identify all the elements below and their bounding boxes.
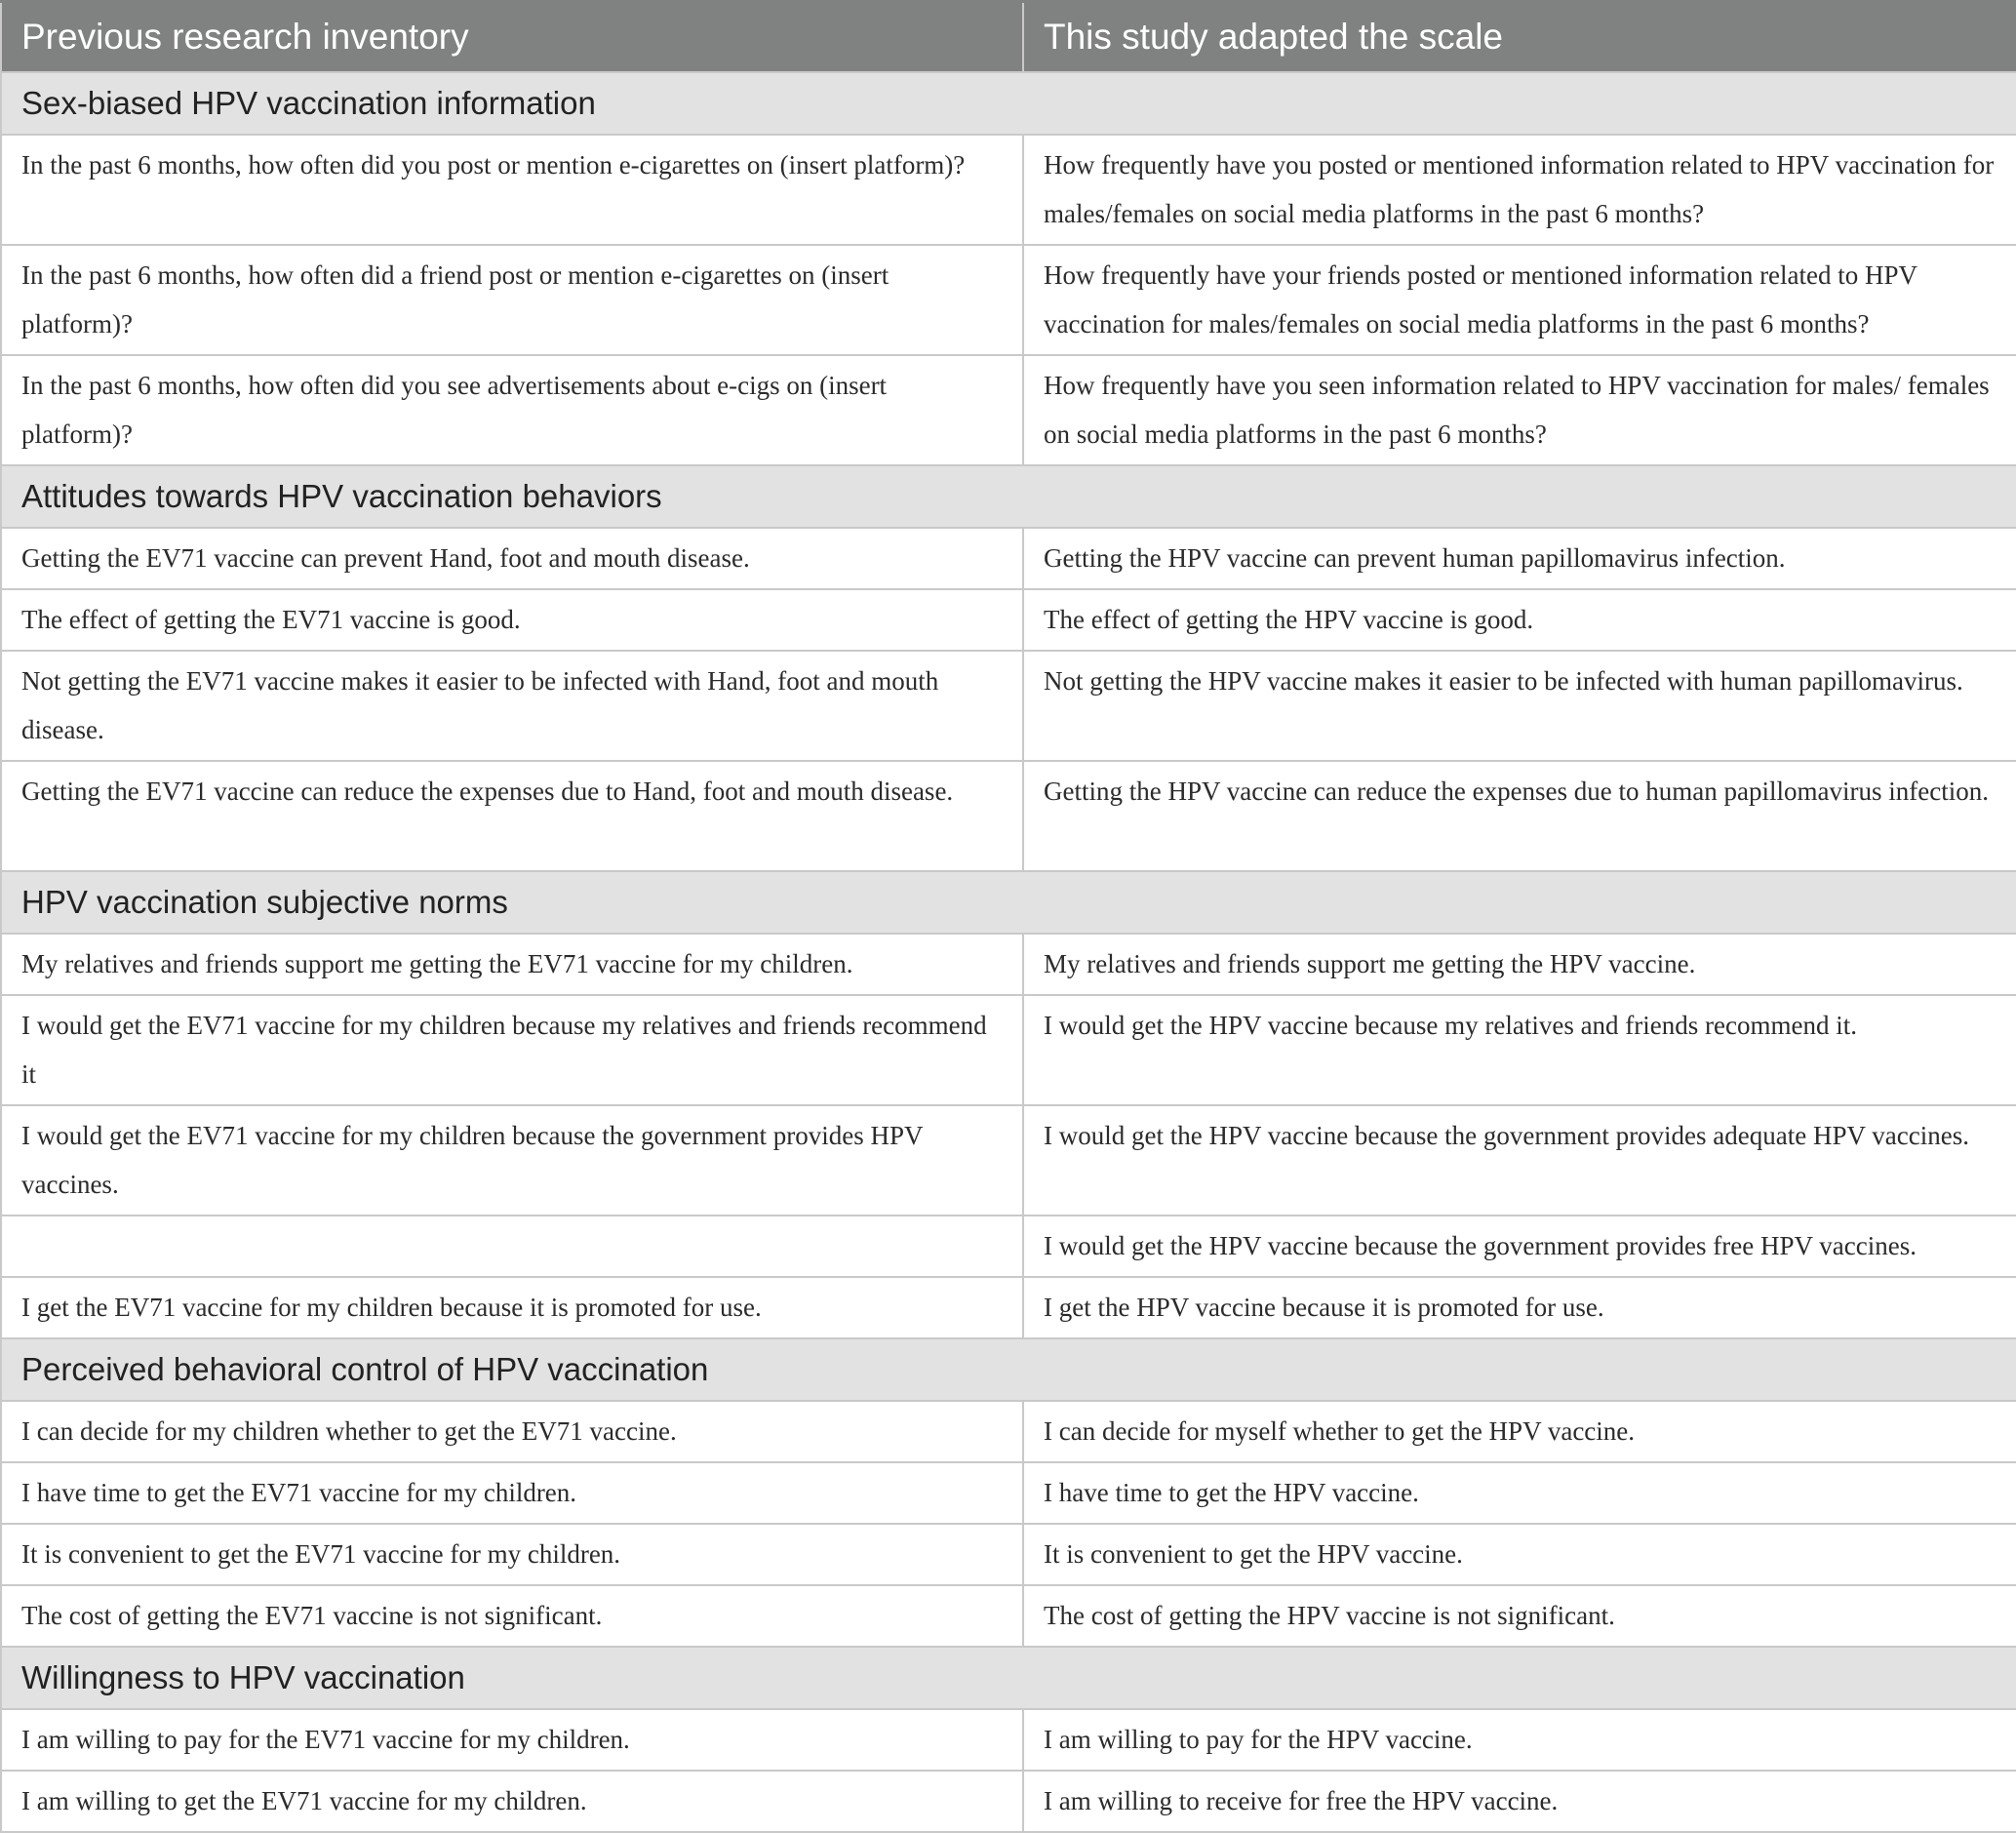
previous-item: Getting the EV71 vaccine can prevent Hand, foot and mouth disease. <box>1 528 1023 589</box>
header-adapted-scale: This study adapted the scale <box>1023 2 2016 73</box>
table-row <box>1 934 2016 995</box>
section-row <box>1 72 2016 135</box>
adapted-item: How frequently have your friends posted or mentioned information related to HPV vaccination for males/females on social media platforms in the past 6 months? <box>1023 245 2016 355</box>
previous-item: In the past 6 months, how often did a friend post or mention e-cigarettes on (insert platform)? <box>1 245 1023 355</box>
section-row <box>1 465 2016 528</box>
previous-item: I get the EV71 vaccine for my children because it is promoted for use. <box>1 1277 1023 1338</box>
adapted-item: Getting the HPV vaccine can reduce the expenses due to human papillomavirus infection. <box>1023 761 2016 871</box>
adapted-item: I am willing to receive for free the HPV vaccine. <box>1023 1771 2016 1832</box>
adapted-item: I can decide for myself whether to get the HPV vaccine. <box>1023 1401 2016 1462</box>
adapted-item: I would get the HPV vaccine because the government provides adequate HPV vaccines. <box>1023 1105 2016 1215</box>
adapted-item: How frequently have you posted or mentioned information related to HPV vaccination for males/females on social media platforms in the past 6 months? <box>1023 135 2016 245</box>
previous-item: I can decide for my children whether to get the EV71 vaccine. <box>1 1401 1023 1462</box>
previous-item: In the past 6 months, how often did you post or mention e-cigarettes on (insert platform)? <box>1 135 1023 245</box>
section-title: HPV vaccination subjective norms <box>1 871 2016 934</box>
adapted-item: I am willing to pay for the HPV vaccine. <box>1023 1709 2016 1771</box>
adapted-item: I would get the HPV vaccine because the government provides free HPV vaccines. <box>1023 1215 2016 1277</box>
previous-item: I have time to get the EV71 vaccine for my children. <box>1 1462 1023 1524</box>
table-row <box>1 761 2016 871</box>
previous-item: The effect of getting the EV71 vaccine is good. <box>1 589 1023 651</box>
section-row <box>1 871 2016 934</box>
table-row <box>1 589 2016 651</box>
table-row <box>1 355 2016 465</box>
previous-item: I would get the EV71 vaccine for my children because my relatives and friends recommend it <box>1 995 1023 1105</box>
section-title: Attitudes towards HPV vaccination behaviors <box>1 465 2016 528</box>
header-row <box>1 2 2016 73</box>
header-previous-inventory: Previous research inventory <box>1 2 1023 73</box>
table-body <box>1 72 2016 1832</box>
previous-item: It is convenient to get the EV71 vaccine for my children. <box>1 1524 1023 1585</box>
table-row <box>1 1524 2016 1585</box>
previous-item: Getting the EV71 vaccine can reduce the expenses due to Hand, foot and mouth disease. <box>1 761 1023 871</box>
section-row <box>1 1338 2016 1401</box>
table-header <box>1 2 2016 73</box>
table-row <box>1 1215 2016 1277</box>
previous-item: I would get the EV71 vaccine for my children because the government provides HPV vaccines. <box>1 1105 1023 1215</box>
adapted-item: My relatives and friends support me getting the HPV vaccine. <box>1023 934 2016 995</box>
adapted-item: I have time to get the HPV vaccine. <box>1023 1462 2016 1524</box>
table-row <box>1 1105 2016 1215</box>
adapted-item: I get the HPV vaccine because it is promoted for use. <box>1023 1277 2016 1338</box>
adapted-item: It is convenient to get the HPV vaccine. <box>1023 1524 2016 1585</box>
adapted-item: How frequently have you seen information related to HPV vaccination for males/ females on social media platforms in the past 6 months? <box>1023 355 2016 465</box>
previous-item: Not getting the EV71 vaccine makes it easier to be infected with Hand, foot and mouth disease. <box>1 651 1023 761</box>
adapted-item: Not getting the HPV vaccine makes it easier to be infected with human papillomavirus. <box>1023 651 2016 761</box>
table-row <box>1 135 2016 245</box>
adapted-item: I would get the HPV vaccine because my relatives and friends recommend it. <box>1023 995 2016 1105</box>
previous-item: In the past 6 months, how often did you see advertisements about e-cigs on (insert platform)? <box>1 355 1023 465</box>
previous-item: I am willing to pay for the EV71 vaccine for my children. <box>1 1709 1023 1771</box>
section-title: Willingness to HPV vaccination <box>1 1647 2016 1709</box>
table-row <box>1 1462 2016 1524</box>
table-row <box>1 528 2016 589</box>
previous-item-empty <box>1 1215 1023 1277</box>
adapted-item: Getting the HPV vaccine can prevent human papillomavirus infection. <box>1023 528 2016 589</box>
table-row <box>1 1771 2016 1832</box>
table-row <box>1 245 2016 355</box>
previous-item: I am willing to get the EV71 vaccine for my children. <box>1 1771 1023 1832</box>
table-row <box>1 1277 2016 1338</box>
table-row <box>1 1709 2016 1771</box>
table-row <box>1 651 2016 761</box>
previous-item: My relatives and friends support me getting the EV71 vaccine for my children. <box>1 934 1023 995</box>
table-row <box>1 1585 2016 1647</box>
adapted-item: The effect of getting the HPV vaccine is good. <box>1023 589 2016 651</box>
table-row <box>1 995 2016 1105</box>
adapted-item: The cost of getting the HPV vaccine is not significant. <box>1023 1585 2016 1647</box>
section-title: Perceived behavioral control of HPV vaccination <box>1 1338 2016 1401</box>
previous-item: The cost of getting the EV71 vaccine is not significant. <box>1 1585 1023 1647</box>
section-title: Sex-biased HPV vaccination information <box>1 72 2016 135</box>
section-row <box>1 1647 2016 1709</box>
table-row <box>1 1401 2016 1462</box>
